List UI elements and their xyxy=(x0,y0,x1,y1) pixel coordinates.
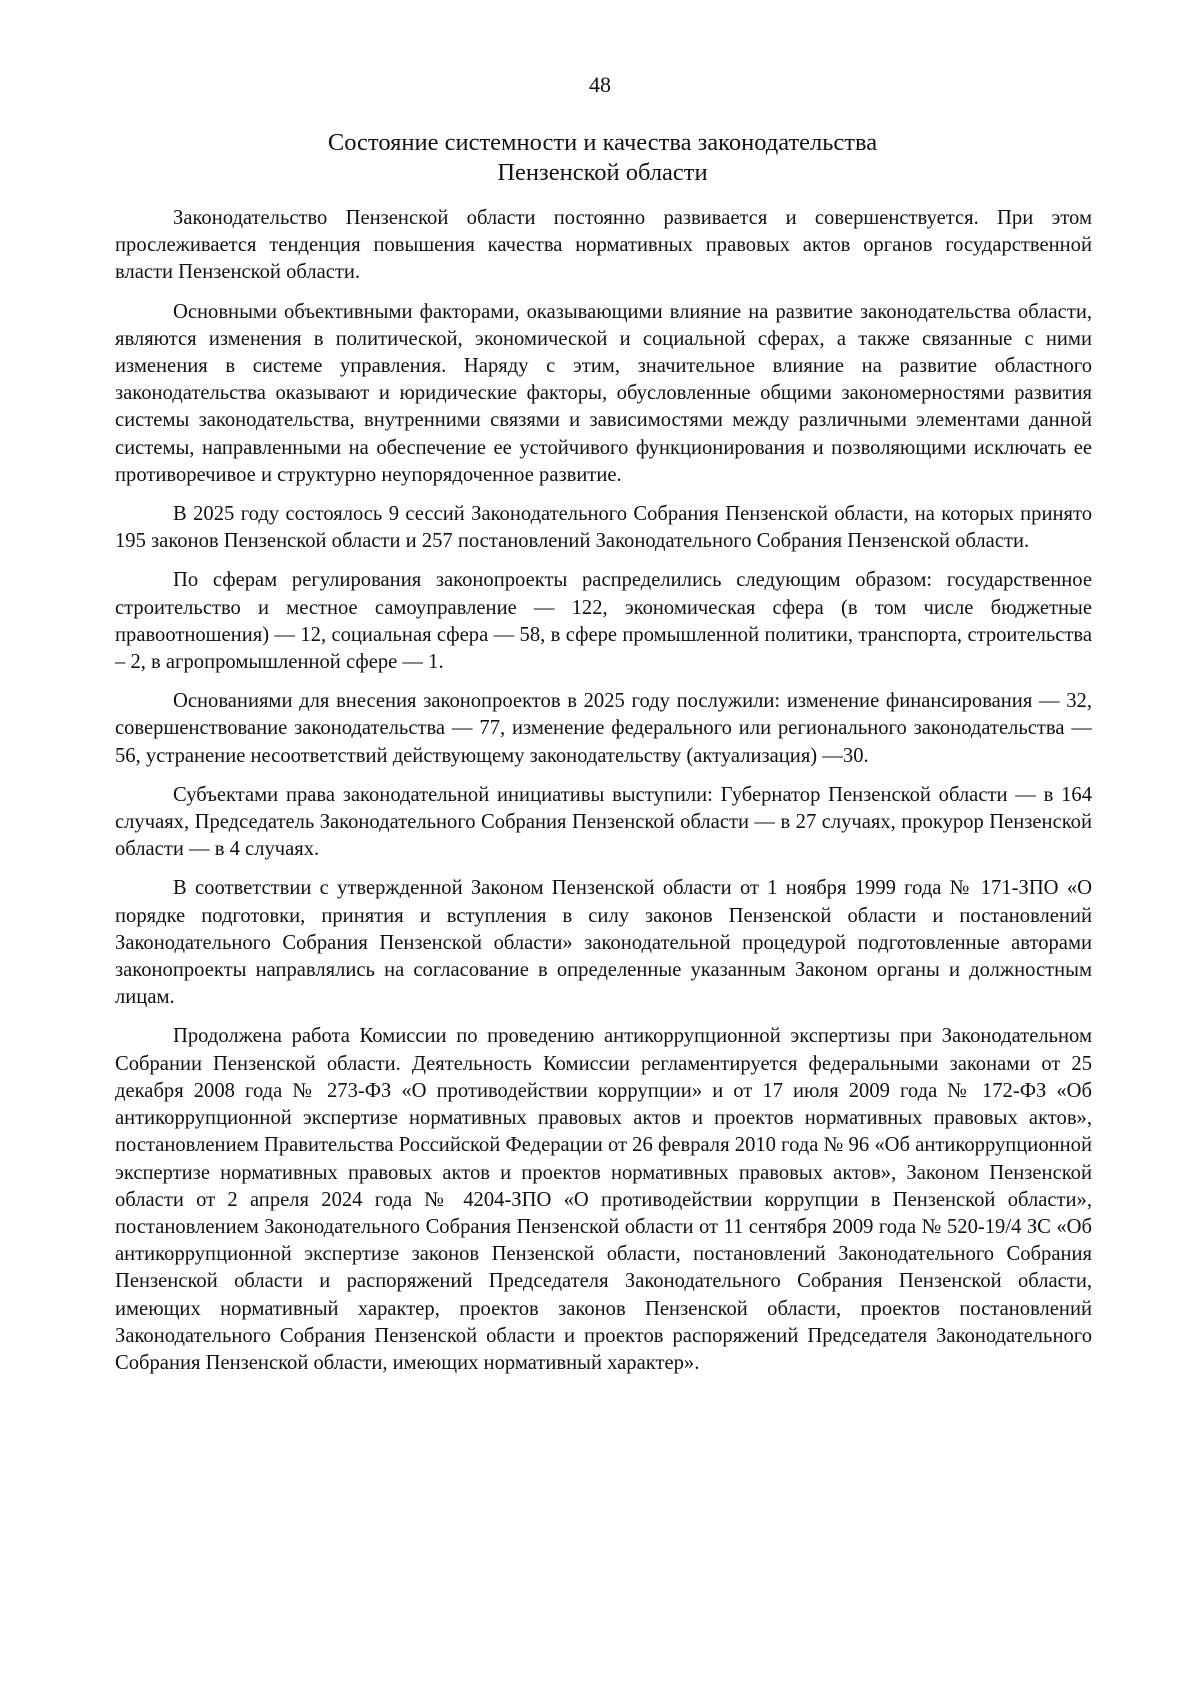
paragraph: Законодательство Пензенской области постоянно развивается и совершенствуется. При этом прослеживается тенденция повышения качества нормативных правовых актов органов государственной власти Пензенской области. xyxy=(115,207,1092,284)
paragraph: По сферам регулирования законопроекты распределились следующим образом: государственное строительство и местное самоуправление — 122, экономическая сфера (в том числе бюджетные правоотношения) — 12, социальная сфера — 58, в сфере промышленной политики, транспорта, строительства – 2, в агропромышленной сфере — 1. xyxy=(115,569,1092,674)
page-number: 48 xyxy=(589,72,611,97)
section-title xyxy=(110,128,1095,188)
paragraph: Субъектами права законодательной инициативы выступили: Губернатор Пензенской области — в 164 случаях, Председатель Законодательного Собрания Пензенской области — в 27 случаях, прокурор Пензенской области — в 4 случаях. xyxy=(115,783,1092,861)
paragraph: Основаниями для внесения законопроектов в 2025 году послужили: изменение финансирования — 32, совершенствование законодательства — 77, изменение федерального или регионального законодательства — 56, устранение несоответствий действующему законодательству (актуализация) —30. xyxy=(115,690,1092,767)
section-title-line-2: Пензенской области xyxy=(497,159,708,186)
section-title-line-1: Состояние системности и качества законодательства xyxy=(327,129,878,156)
paragraph: Продолжена работа Комиссии по проведению антикоррупционной экспертизы при Законодательном Собрании Пензенской области. Деятельность Комиссии регламентируется федеральными законами от 25 декабря 2008 года № 273-ФЗ «О противодействии коррупции» и от 17 июля 2009 года № 172-ФЗ «Об антикоррупционной экспертизе нормативных правовых актов и проектов нормативных правовых актов», постановлением Правительства Российской Федерации от 26 февраля 2010 года № 96 «Об антикоррупционной экспертизе нормативных правовых актов и проектов нормативных правовых актов», Законом Пензенской области от 2 апреля 2024 года № 4204-ЗПО «О противодействии коррупции в Пензенской области», постановлением Законодательного Собрания Пензенской области от 11 сентября 2009 года № 520-19/4 ЗС «Об антикоррупционной экспертизе законов Пензенской области, постановлений Законодательного Собрания Пензенской области и распоряжений Председателя Законодательного Собрания Пензенской области, имеющих нормативный характер, проектов законов Пензенской области, проектов постановлений Законодательного Собрания Пензенской области и проектов распоряжений Председателя Законодательного Собрания Пензенской области, имеющих нормативный характер». xyxy=(115,1025,1092,1374)
paragraph: В соответствии с утвержденной Законом Пензенской области от 1 ноября 1999 года № 171-ЗПО «О порядке подготовки, принятия и вступления в силу законов Пензенской области и постановлений Законодательного Собрания Пензенской области» законодательной процедурой подготовленные авторами законопроекты направлялись на согласование в определенные указанным Законом органы и должностным лицам. xyxy=(115,877,1092,1009)
paragraph: Основными объективными факторами, оказывающими влияние на развитие законодательства области, являются изменения в политической, экономической и социальной сферах, а также связанные с ними изменения в системе управления. Наряду с этим, значительное влияние на развитие областного законодательства оказывают и юридические факторы, обусловленные общими закономерностями развития системы законодательства, внутренними связями и зависимостями между различными элементами данной системы, направленными на обеспечение ее устойчивого функционирования и позволяющими исключать ее противоречивое и структурно неупорядоченное развитие. xyxy=(115,300,1092,486)
document-body xyxy=(115,205,1092,1389)
paragraph: В 2025 году состоялось 9 сессий Законодательного Собрания Пензенской области, на которых принято 195 законов Пензенской области и 257 постановлений Законодательного Собрания Пензенской области. xyxy=(115,503,1092,553)
